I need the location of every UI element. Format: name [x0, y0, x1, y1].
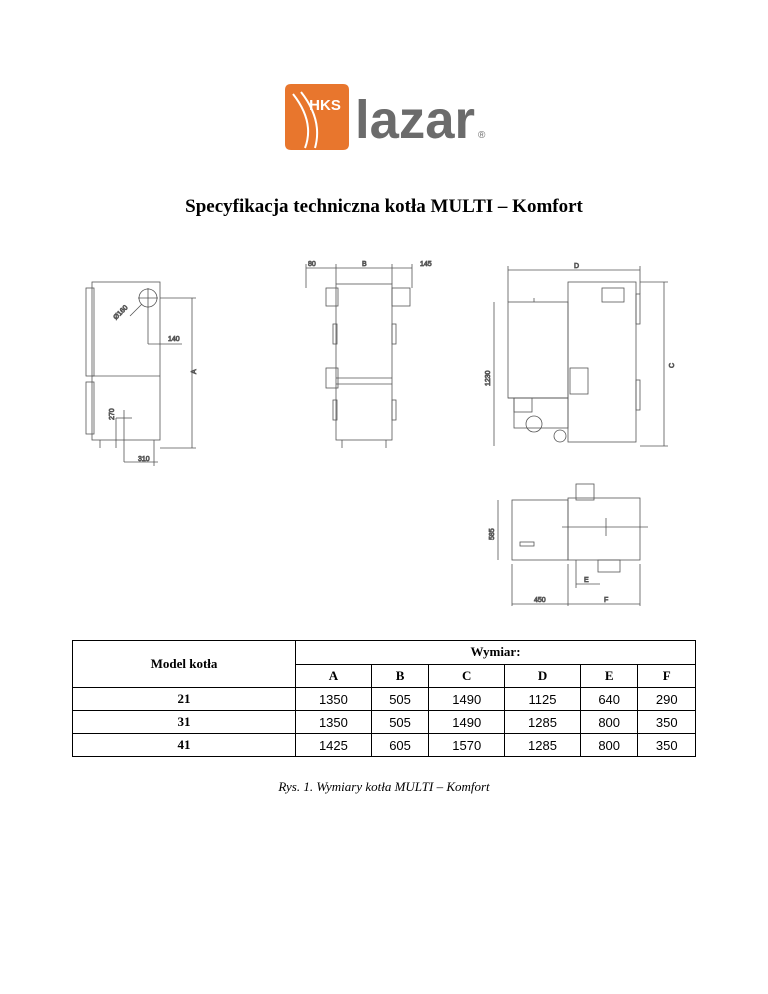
- model-header: Model kotła: [73, 641, 296, 688]
- table-cell: 800: [580, 734, 638, 757]
- table-cell: 1490: [429, 711, 505, 734]
- table-cell: 290: [638, 688, 696, 711]
- model-cell: 21: [73, 688, 296, 711]
- dim-label: Ø160: [112, 304, 130, 322]
- technical-drawings: [0, 240, 768, 620]
- dim-label: B: [362, 261, 367, 268]
- dim-label: 585: [489, 528, 496, 540]
- logo-brand-text: lazar: [355, 90, 475, 150]
- figure-caption: Rys. 1. Wymiary kotła MULTI – Komfort: [278, 779, 490, 794]
- dim-label: C: [669, 362, 676, 368]
- dim-label: 1230: [485, 370, 492, 386]
- column-header: E: [580, 664, 638, 688]
- column-header: D: [505, 664, 581, 688]
- table-cell: 1285: [505, 711, 581, 734]
- table-cell: 1570: [429, 734, 505, 757]
- dim-label: A: [191, 369, 198, 374]
- table-cell: 1350: [296, 688, 372, 711]
- dim-label: D: [574, 263, 580, 270]
- table-cell: 640: [580, 688, 638, 711]
- column-header: C: [429, 664, 505, 688]
- table-cell: 350: [638, 711, 696, 734]
- table-cell: 1490: [429, 688, 505, 711]
- column-header: B: [371, 664, 429, 688]
- table-cell: 505: [371, 711, 429, 734]
- top-view-drawing: [489, 484, 648, 606]
- table-row: [73, 734, 696, 757]
- dim-label: 140: [168, 336, 180, 343]
- dim-label: 270: [109, 408, 116, 420]
- table-cell: 1125: [505, 688, 581, 711]
- side-view-drawing: [86, 282, 198, 466]
- dim-label: 80: [308, 261, 316, 268]
- front-right-view-drawing: [485, 263, 676, 446]
- page-title: Specyfikacja techniczna kotła MULTI – Komfort: [185, 196, 583, 217]
- model-cell: 41: [73, 734, 296, 757]
- dim-label: F: [604, 597, 609, 604]
- table-cell: 350: [638, 734, 696, 757]
- table-cell: 1350: [296, 711, 372, 734]
- company-logo: [285, 82, 490, 152]
- table-cell: 1285: [505, 734, 581, 757]
- dim-label: E: [584, 577, 589, 584]
- dimensions-table: [72, 640, 696, 757]
- registered-mark: ®: [478, 130, 486, 141]
- dim-label: 145: [420, 261, 432, 268]
- logo-badge-text: HKS: [309, 97, 341, 114]
- table-cell: 605: [371, 734, 429, 757]
- table-cell: 505: [371, 688, 429, 711]
- model-cell: 31: [73, 711, 296, 734]
- table-row: [73, 688, 696, 711]
- table-cell: 800: [580, 711, 638, 734]
- dim-label: 310: [138, 456, 150, 463]
- dimension-header: Wymiar:: [296, 641, 696, 665]
- column-header: A: [296, 664, 372, 688]
- table-row: [73, 711, 696, 734]
- front-view-drawing: [306, 261, 432, 448]
- column-header: F: [638, 664, 696, 688]
- dim-label: 450: [534, 597, 546, 604]
- table-cell: 1425: [296, 734, 372, 757]
